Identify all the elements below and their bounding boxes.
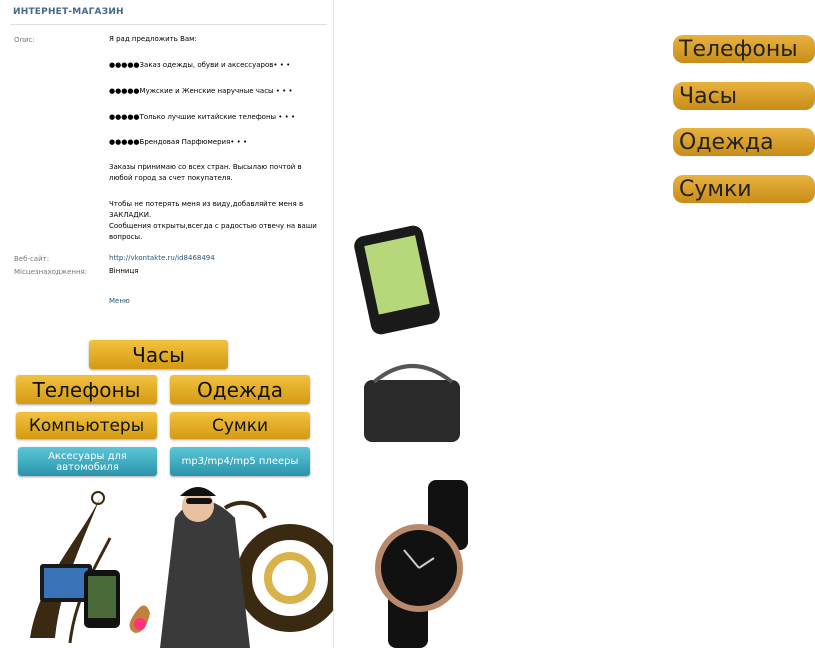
location-label: Місцезнаходження:	[14, 268, 88, 276]
sidebar-item-clothes[interactable]: Одежда	[673, 128, 815, 156]
sidebar-item-phones[interactable]: Телефоны	[673, 35, 815, 63]
sidebar-product-images	[334, 210, 504, 648]
bags-button[interactable]: Сумки	[170, 412, 310, 439]
profile-info-column	[0, 0, 334, 648]
description-line-4: ●●●●●Только лучшие китайские телефоны • • •	[109, 113, 296, 121]
watches-button[interactable]: Часы	[89, 340, 228, 369]
banner-illustration	[0, 478, 334, 648]
phones-button[interactable]: Телефоны	[16, 375, 157, 404]
description-line-5: ●●●●●Брендовая Парфюмерия• • •	[109, 138, 248, 146]
menu-link[interactable]: Меню	[109, 297, 130, 305]
mp3-players-button[interactable]: mp3/mp4/mp5 плееры	[170, 447, 310, 476]
car-accessories-button[interactable]: Аксесуары для автомобиля	[18, 447, 157, 476]
header-divider	[10, 24, 327, 25]
location-value: Вінниця	[109, 267, 139, 275]
description-label: Опис:	[14, 36, 35, 44]
description-line-2: ●●●●●Заказ одежды, обуви и аксессуаров• • •	[109, 61, 291, 69]
sidebar-item-watches[interactable]: Часы	[673, 82, 815, 110]
phone-image	[352, 224, 441, 336]
clothes-button[interactable]: Одежда	[170, 375, 310, 404]
website-link[interactable]: http://vkontakte.ru/id8468494	[109, 254, 215, 262]
description-line-8: Сообщения открыты,всегда с радостью отвечу на ваши вопросы.	[109, 222, 317, 241]
computers-button[interactable]: Компьютеры	[16, 412, 157, 439]
bag-image	[364, 366, 460, 442]
sidebar	[334, 0, 798, 648]
category-banner	[0, 333, 334, 648]
description-line-3: ●●●●●Мужские и Женские наручные часы • • •	[109, 87, 293, 95]
section-title: ИНТЕРНЕТ-МАГАЗИН	[13, 7, 124, 17]
description-line-6: Заказы принимаю со всех стран. Высылаю почтой в любой город за счет покупателя.	[109, 163, 302, 182]
website-label: Веб-сайт:	[14, 255, 50, 263]
sidebar-item-bags[interactable]: Сумки	[673, 175, 815, 203]
description-line-7: Чтобы не потерять меня из виду,добавляйте меня в ЗАКЛАДКИ.	[109, 200, 304, 219]
description-line-1: Я рад предложить Вам:	[109, 35, 197, 43]
watch-image	[375, 480, 468, 648]
